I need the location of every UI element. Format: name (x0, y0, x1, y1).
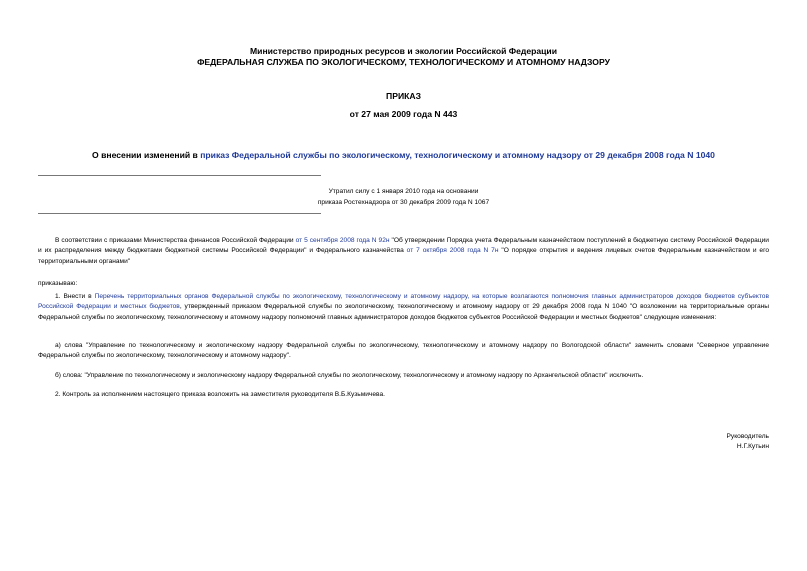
item-1-text-2: , утвержденный приказом Федеральной службы по экологическому, технологическому и атомному надзору от 29 декабря 2008 года N 1040 "О возложении на территориальные органы Федеральной службы по экологическому, технологическому и атомному надзору полномочий главных администраторов доходов бюджетов субъектов Российской Федерации и местных бюджетов" следующие изменения: (38, 303, 769, 321)
item-1-link[interactable]: Перечень территориальных органов Федеральной службы по экологическому, технологическому и атомному надзору, на которые возлагаются полномочия главных администраторов доходов бюджетов субъектов Российской Федерации и местных бюджетов (38, 293, 769, 311)
divider-bottom (38, 213, 321, 214)
item-1b-paragraph: б) слова: "Управление по технологическому и экологическому надзору Федеральной службы по экологическому, технологическому и атомному надзору по Архангельской области" исключить. (55, 372, 644, 379)
preamble-link-1[interactable]: от 5 сентября 2008 года N 92н (295, 237, 390, 244)
preamble-text-3: "О порядке открытия и ведения лицевых счетов Федеральным казначейством и его территориальными органами" (38, 247, 769, 265)
ministry-name: Министерство природных ресурсов и экологии Российской Федерации (250, 46, 557, 56)
preamble-link-2[interactable]: от 7 октября 2008 года N 7н (406, 247, 499, 255)
item-2-paragraph: 2. Контроль за исполнением настоящего приказа возложить на заместителя руководителя В.Б.Кузьмичева. (55, 391, 385, 398)
document-header (0, 46, 807, 68)
order-word: приказываю: (38, 280, 78, 287)
preamble-paragraph (38, 236, 769, 267)
order-type: ПРИКАЗ (386, 91, 421, 101)
status-note-line2: приказа Ростехнадзора от 30 декабря 2009 года N 1067 (317, 199, 490, 206)
subject-link[interactable]: приказ Федеральной службы по экологическому, технологическому и атомному надзору от 29 декабря 2008 года N 1040 (200, 150, 715, 160)
item-1a-paragraph: а) слова "Управление по технологическому и экологическому надзору Федеральной службы по экологическому, технологическому и атомному надзору по Вологодской области" заменить словами "Северное управление Федеральной службы по экологическому, технологическому и атомному надзору". (38, 342, 769, 360)
item-1-paragraph (38, 292, 769, 323)
status-note (160, 186, 647, 208)
signature-block (569, 432, 769, 452)
preamble-text-2: "Об утверждении Порядка учета Федеральным казначейством поступлений в бюджетную систему Российской Федерации и их распределения между бюджетами бюджетной системы Российской Федерации" и Федерального казначейства (38, 237, 769, 255)
subject-prefix: О внесении изменений в (92, 150, 201, 160)
status-note-line1: Утратил силу с 1 января 2010 года на основании (328, 188, 479, 195)
signature-name: Н.Г.Кутьин (736, 443, 769, 450)
order-subject (0, 150, 807, 160)
signature-position: Руководитель (726, 433, 769, 440)
preamble-text-1: В соответствии с приказами Министерства финансов Российской Федерации (55, 237, 296, 244)
order-date-number: от 27 мая 2009 года N 443 (349, 109, 458, 119)
item-1-text-1: 1. Внести в (55, 293, 95, 300)
service-name: ФЕДЕРАЛЬНАЯ СЛУЖБА ПО ЭКОЛОГИЧЕСКОМУ, ТЕХНОЛОГИЧЕСКОМУ И АТОМНОМУ НАДЗОРУ (197, 57, 610, 67)
divider-top (38, 175, 321, 176)
